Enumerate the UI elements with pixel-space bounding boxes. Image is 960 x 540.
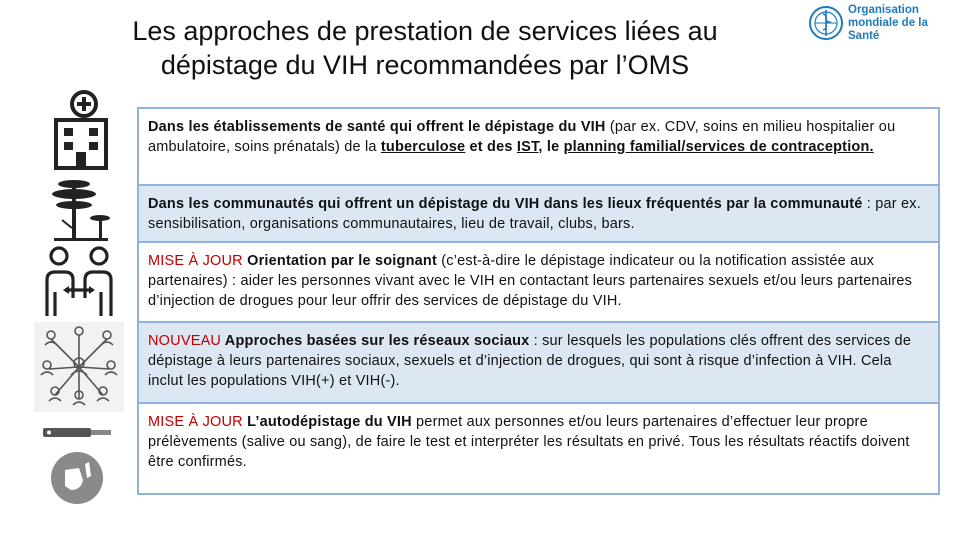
row-4-text: : sur lesquels les populations clés offrent des services de dépistage à leurs partenaires sociaux, sexuels et d’injection de drogues, qui sont à risque d’infection à VIH. Cela inclut les populations VIH(+) et VIH(-). (148, 333, 912, 389)
row-2-lead: Dans les communautés qui offrent un dépistage du VIH dans les lieux fréquentés par la communauté (148, 196, 863, 212)
provider-referral-icon (34, 246, 124, 326)
row-1-tuberculose: tuberculose (380, 139, 466, 155)
self-test-kit-icon (34, 420, 124, 508)
row-1-text: (par ex. CDV, soins en milieu hospitalier ou ambulatoire, soins prénatals) de la (148, 119, 896, 155)
row-1-planning: planning familial/services de contraception. (563, 139, 874, 155)
row-provider-referral (139, 243, 938, 323)
hospital-icon (34, 88, 124, 172)
who-logo-text (848, 4, 958, 43)
social-network-icon (34, 322, 124, 412)
row-3-lead: Orientation par le soignant (242, 253, 437, 269)
row-4-lead: Approches basées sur les réseaux sociaux (221, 333, 530, 349)
title-line-1: Les approches de prestation de services liées au (132, 16, 718, 46)
approaches-table (137, 107, 940, 495)
who-logo-line-2: mondiale de la Santé (848, 16, 928, 42)
who-logo-line-1: Organisation (848, 3, 919, 16)
row-5-lead: L’autodépistage du VIH (242, 414, 412, 430)
row-1-comma: , le (538, 139, 564, 155)
row-health-facilities (139, 109, 938, 186)
who-logo (808, 4, 958, 42)
row-social-network (139, 323, 938, 404)
row-1-and: et des (465, 139, 517, 155)
who-emblem-icon (808, 5, 844, 41)
row-3-text: (c’est-à-dire le dépistage indicateur ou la notification assistée aux partenaires) : aider les personnes vivant avec le VIH en contactant leurs partenaires sexuels et/ou leurs partenaires d’injection de drogues pour leur offrir des services de dépistage du VIH. (148, 253, 913, 309)
row-self-testing (139, 404, 938, 493)
community-trees-icon (34, 176, 124, 246)
row-2-text: : par ex. sensibilisation, organisations communautaires, lieu de travail, clubs, bars. (148, 196, 921, 232)
row-1-lead: Dans les établissements de santé qui offrent le dépistage du VIH (148, 119, 606, 135)
row-5-text: permet aux personnes et/ou leurs partenaires d’effectuer leur propre prélèvements (salive ou sang), de faire le test et interpréter les résultats en privé. Tous les résultats réactifs doivent être confirmés. (148, 414, 910, 470)
title-line-2: dépistage du VIH recommandées par l’OMS (160, 50, 690, 80)
page-title (40, 14, 810, 82)
row-communities (139, 186, 938, 243)
row-3-tag: MISE À JOUR (148, 253, 243, 269)
row-5-tag: MISE À JOUR (148, 414, 243, 430)
row-1-ist: IST (516, 139, 539, 155)
icon-column (34, 88, 124, 508)
row-4-tag: NOUVEAU (148, 333, 222, 349)
